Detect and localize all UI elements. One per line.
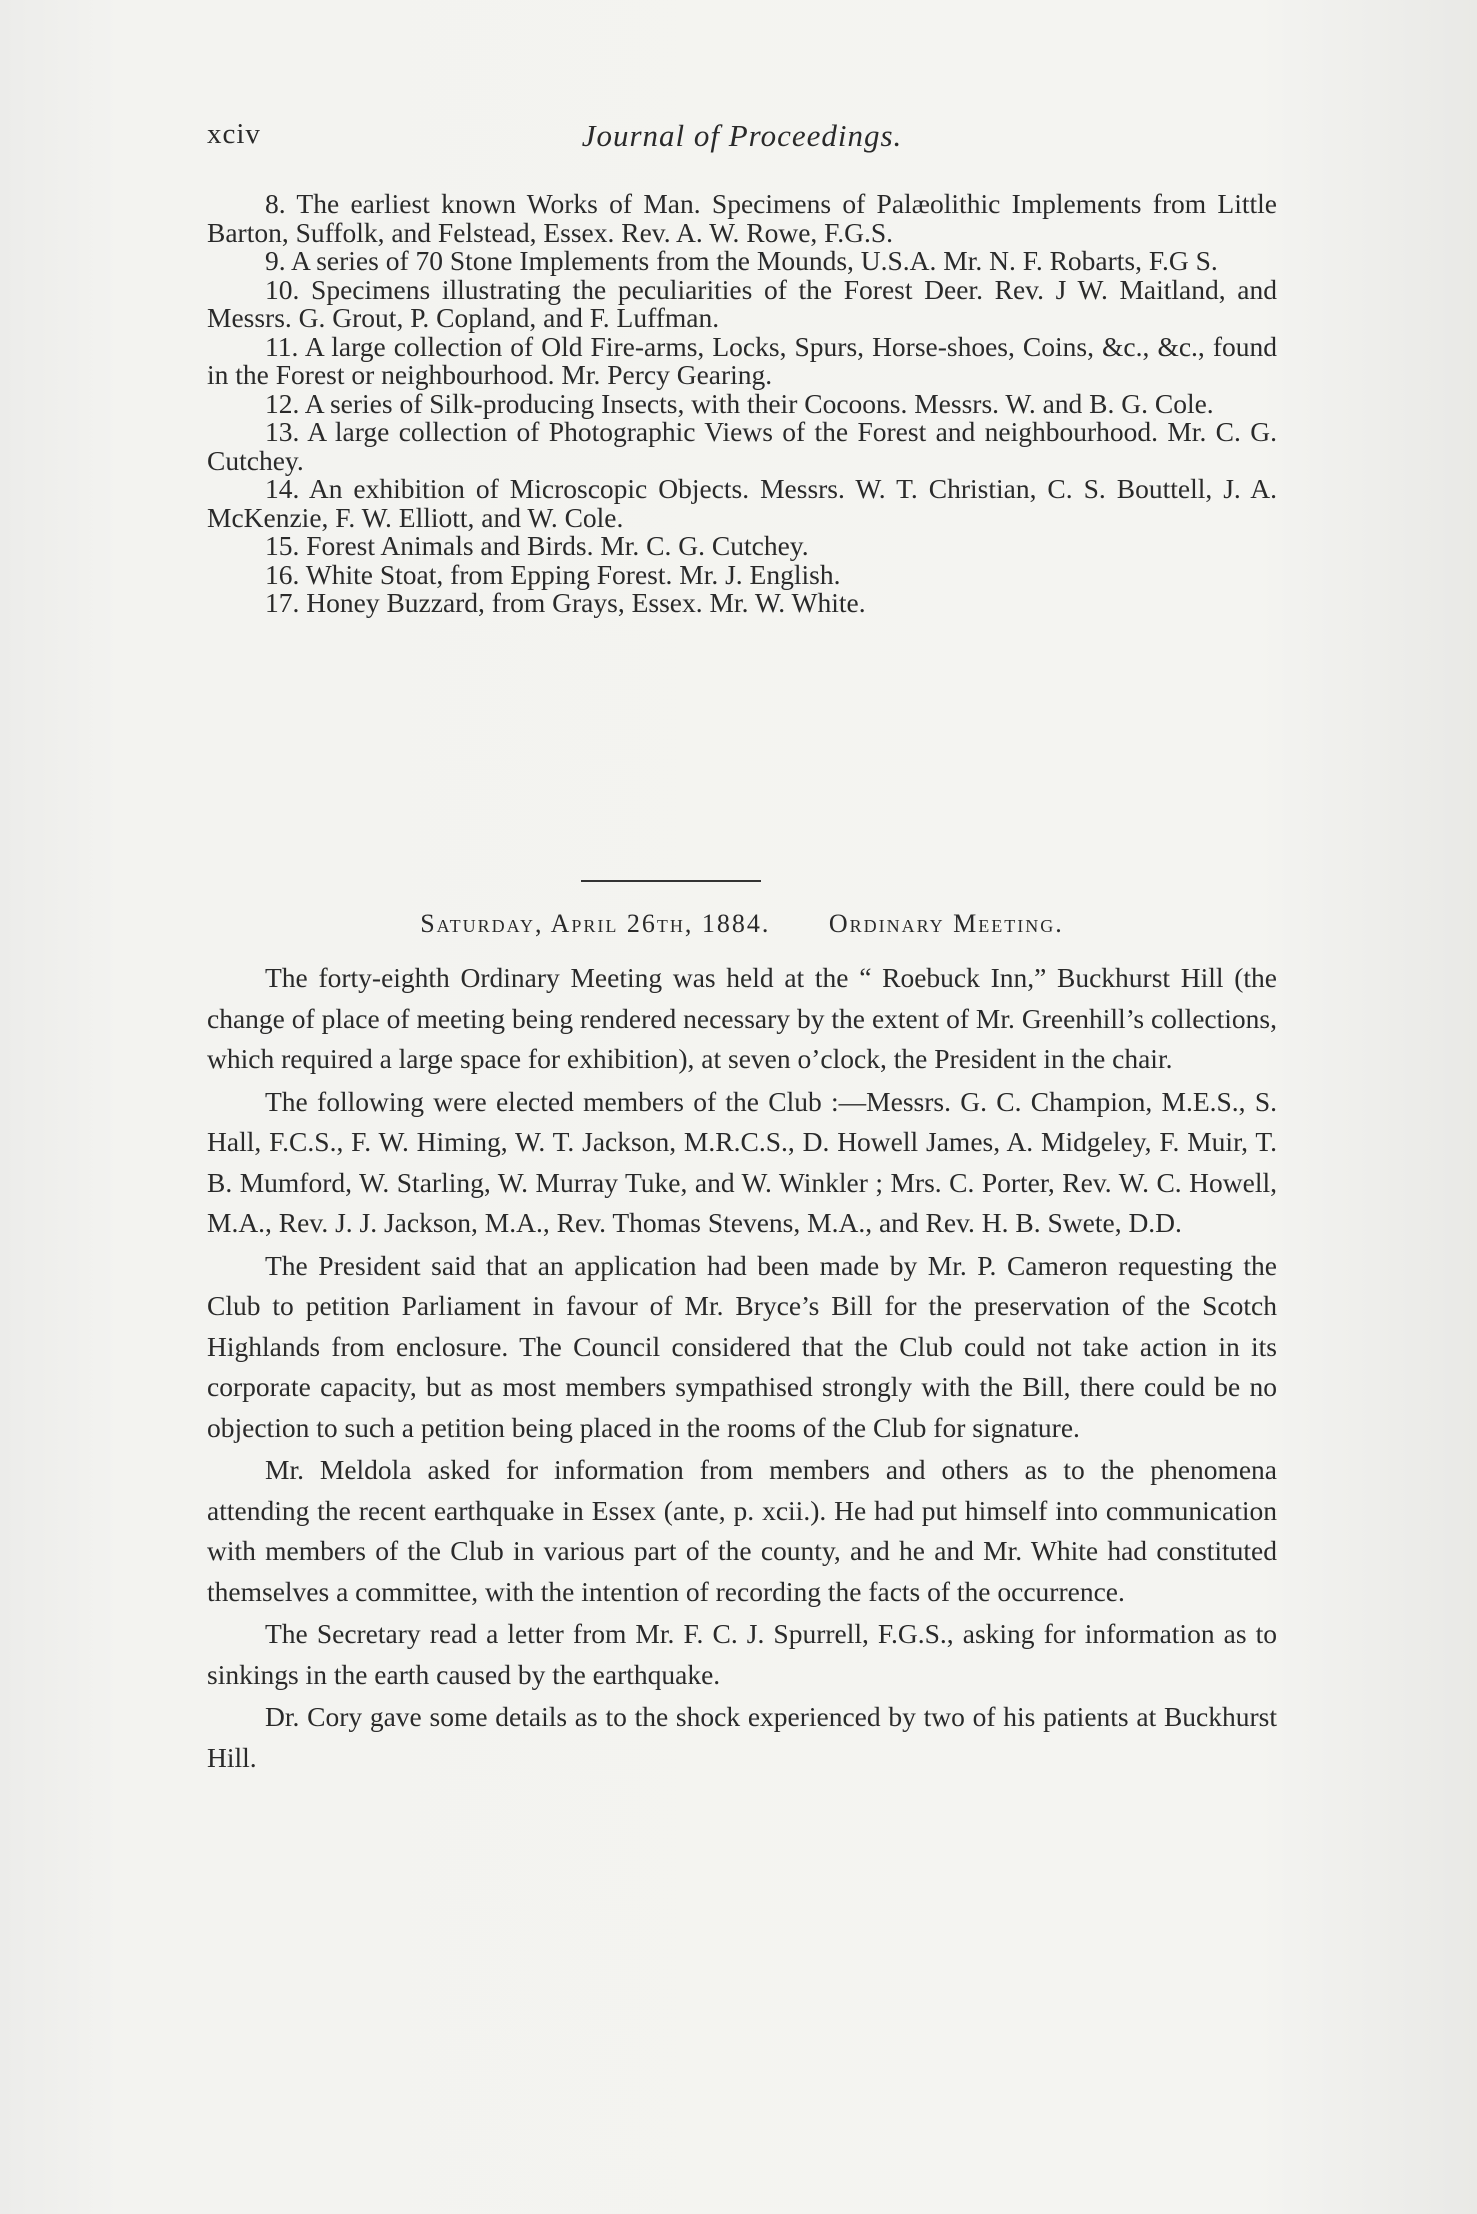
exhibit-item: 16. White Stoat, from Epping Forest. Mr. J. English. [265, 558, 841, 590]
running-title: Journal of Proceedings. [581, 118, 903, 153]
paragraph: Dr. Cory gave some details as to the shock experienced by two of his patients at Buckhurst Hill. [207, 1701, 1277, 1773]
page-number: xciv [207, 118, 261, 150]
exhibit-item: 9. A series of 70 Stone Implements from the Mounds, U.S.A. Mr. N. F. Robarts, F.G S. [265, 245, 1218, 276]
exhibit-item: 12. A series of Silk-producing Insects, with their Cocoons. Messrs. W. and B. G. Cole. [265, 387, 1214, 419]
meeting-heading [207, 909, 1277, 939]
paragraph: Mr. Meldola asked for information from members and others as to the phenomena attending the recent earthquake in Essex (ante, p. xcii.). He had put himself into communication with members of the Club in various part of the county, and he and Mr. White had constituted themselves a committee, with the intention of recording the facts of the occurrence. [207, 1454, 1277, 1607]
exhibit-item: 10. Specimens illustrating the peculiarities of the Forest Deer. Rev. J W. Maitland, and Messrs. G. Grout, P. Copland, and F. Luffman. [207, 273, 1277, 333]
section-divider [581, 880, 761, 882]
meeting-minutes [207, 958, 1277, 1778]
exhibit-item: 13. A large collection of Photographic Views of the Forest and neighbourhood. Mr. C. G. Cutchey. [207, 416, 1277, 476]
meeting-type: Ordinary Meeting. [828, 909, 1064, 938]
paragraph: The Secretary read a letter from Mr. F. C. J. Spurrell, F.G.S., asking for information as to sinkings in the earth caused by the earthquake. [207, 1618, 1277, 1690]
exhibit-item: 17. Honey Buzzard, from Grays, Essex. Mr. W. White. [265, 587, 866, 618]
exhibit-item: 8. The earliest known Works of Man. Specimens of Palæolithic Implements from Little Barton, Suffolk, and Felstead, Essex. Rev. A. W. Rowe, F.G.S. [207, 188, 1277, 248]
exhibit-item: 11. A large collection of Old Fire-arms, Locks, Spurs, Horse-shoes, Coins, &c., &c., found in the Forest or neighbourhood. Mr. Percy Gearing. [207, 330, 1277, 390]
paragraph: The following were elected members of the Club :—Messrs. G. C. Champion, M.E.S., S. Hall, F.C.S., F. W. Himing, W. T. Jackson, M.R.C.S., D. Howell James, A. Midgeley, F. Muir, T. B. Mumford, W. Starling, W. Murray Tuke, and W. Winkler ; Mrs. C. Porter, Rev. W. C. Howell, M.A., Rev. J. J. Jackson, M.A., Rev. Thomas Stevens, M.A., and Rev. H. B. Swete, D.D. [207, 1085, 1277, 1238]
paragraph: The President said that an application had been made by Mr. P. Cameron requesting the Club to petition Parliament in favour of Mr. Bryce’s Bill for the preservation of the Scotch Highlands from enclosure. The Council considered that the Club could not take action in its corporate capacity, but as most members sympathised strongly with the Bill, there could be no objection to such a petition being placed in the rooms of the Club for signature. [207, 1249, 1277, 1443]
page-header [207, 118, 1277, 168]
exhibit-item: 14. An exhibition of Microscopic Objects. Messrs. W. T. Christian, C. S. Bouttell, J. A. McKenzie, F. W. Elliott, and W. Cole. [207, 473, 1277, 533]
paragraph: The forty-eighth Ordinary Meeting was held at the “ Roebuck Inn,” Buckhurst Hill (the change of place of meeting being rendered necessary by the extent of Mr. Greenhill’s collections, which required a large space for exhibition), at seven o’clock, the President in the chair. [207, 962, 1277, 1074]
meeting-date: Saturday, April 26th, 1884. [420, 909, 771, 938]
exhibit-item: 15. Forest Animals and Birds. Mr. C. G. Cutchey. [265, 530, 809, 561]
exhibit-list [207, 190, 1277, 618]
